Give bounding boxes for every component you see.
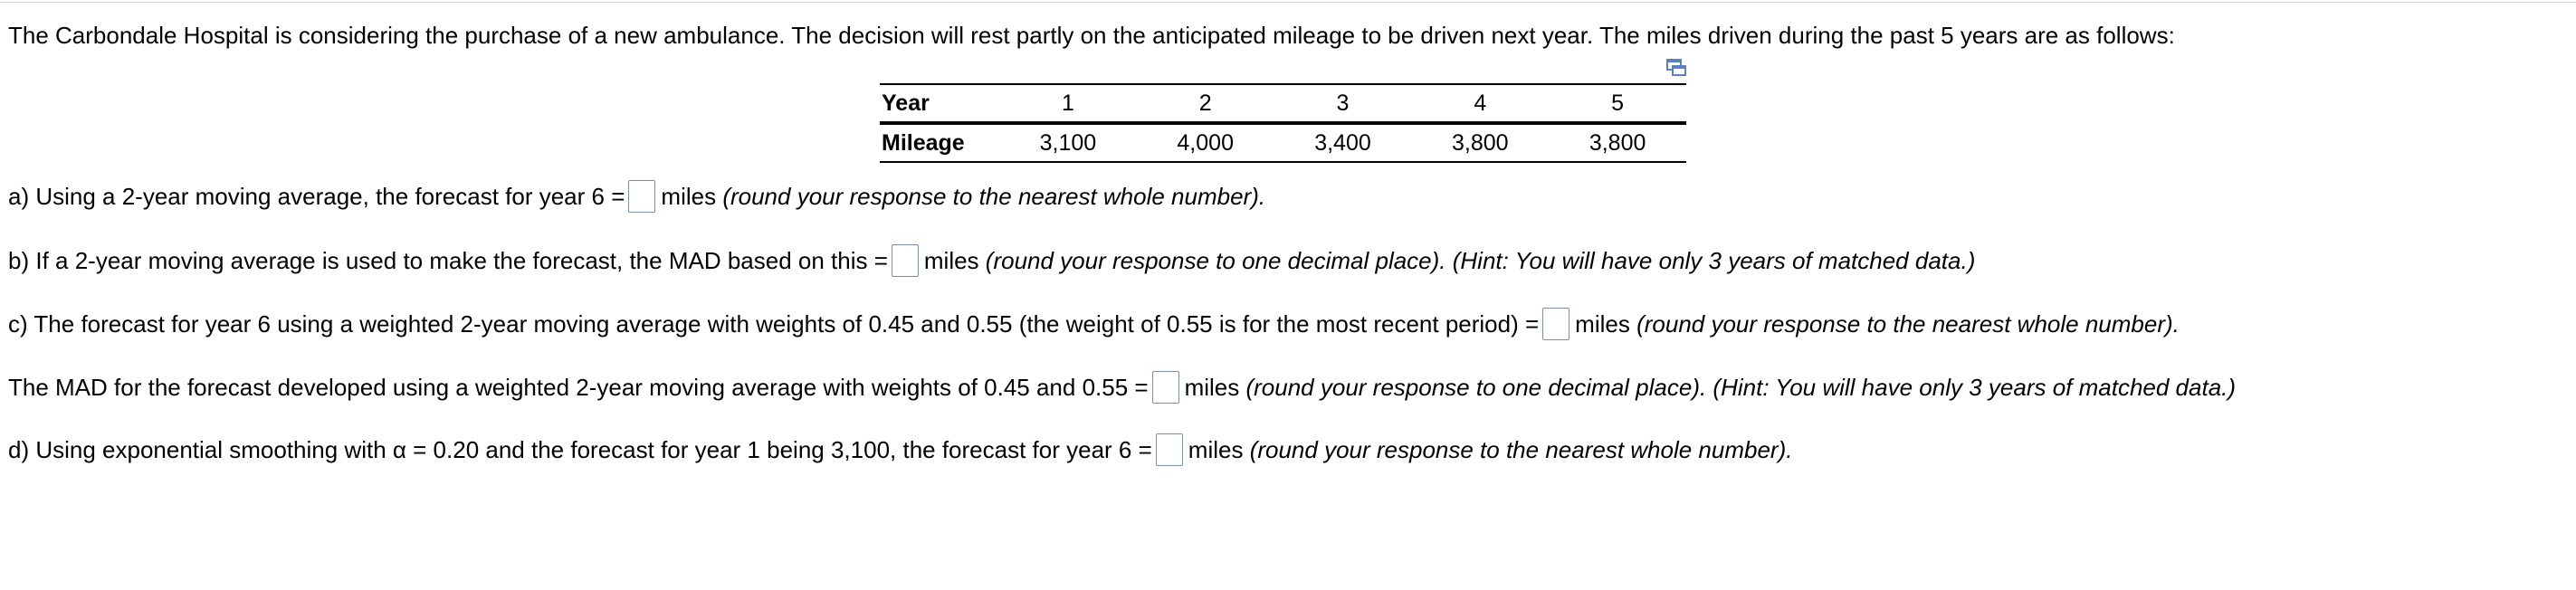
- question-b-hint: (round your response to one decimal place). (Hint: You will have only 3 years of matched data.): [985, 247, 1976, 274]
- mileage-header: Mileage: [880, 123, 999, 162]
- question-a-text: a) Using a 2-year moving average, the forecast for year 6 =: [8, 183, 625, 210]
- question-b-text: b) If a 2-year moving average is used to make the forecast, the MAD based on this =: [8, 247, 888, 274]
- question-c-mad-hint: (round your response to one decimal place). (Hint: You will have only 3 years of matched data.): [1245, 374, 2237, 401]
- answer-b-input[interactable]: [892, 244, 919, 277]
- year-cell: 3: [1274, 84, 1412, 123]
- question-c-mad-text: The MAD for the forecast developed using a weighted 2-year moving average with weights of 0.45 and 0.55 =: [8, 374, 1149, 401]
- copy-icon[interactable]: [1665, 58, 1687, 78]
- question-c-hint: (round your response to the nearest whole number).: [1636, 310, 2180, 338]
- question-d-hint: (round your response to the nearest whole number).: [1249, 436, 1793, 463]
- answer-a-input[interactable]: [628, 180, 655, 213]
- question-d-unit: miles: [1188, 436, 1244, 463]
- table-row-year: [880, 84, 1686, 123]
- question-c-mad: [8, 372, 2236, 405]
- mileage-cell: 3,400: [1274, 123, 1412, 162]
- question-a: [8, 181, 1265, 214]
- mileage-cell: 3,800: [1549, 123, 1686, 162]
- question-d-text: d) Using exponential smoothing with α = 0.20 and the forecast for year 1 being 3,100, the forecast for year 6 =: [8, 436, 1152, 463]
- mileage-cell: 4,000: [1137, 123, 1274, 162]
- question-c-mad-unit: miles: [1184, 374, 1240, 401]
- year-cell: 4: [1411, 84, 1549, 123]
- question-b-unit: miles: [923, 247, 979, 274]
- top-divider: [0, 2, 2576, 3]
- question-c-text: c) The forecast for year 6 using a weighted 2-year moving average with weights of 0.45 and 0.55 (the weight of 0.55 is for the most recent period) =: [8, 310, 1540, 338]
- question-c-unit: miles: [1575, 310, 1630, 338]
- year-cell: 5: [1549, 84, 1686, 123]
- year-cell: 1: [999, 84, 1137, 123]
- problem-intro: The Carbondale Hospital is considering the purchase of a new ambulance. The decision will rest partly on the anticipated mileage to be driven next year. The miles driven during the past 5 years are as follows:: [8, 22, 2175, 49]
- question-d: [8, 434, 1792, 468]
- question-a-unit: miles: [661, 183, 717, 210]
- answer-d-input[interactable]: [1156, 433, 1183, 466]
- mileage-cell: 3,800: [1411, 123, 1549, 162]
- mileage-table: [880, 83, 1686, 163]
- question-b: [8, 245, 1975, 279]
- table-row-mileage: [880, 123, 1686, 162]
- answer-c-mad-input[interactable]: [1152, 371, 1179, 404]
- answer-c-input[interactable]: [1542, 308, 1569, 340]
- year-header: Year: [880, 84, 999, 123]
- question-a-hint: (round your response to the nearest whole number).: [722, 183, 1266, 210]
- year-cell: 2: [1137, 84, 1274, 123]
- question-c: [8, 309, 2180, 342]
- mileage-cell: 3,100: [999, 123, 1137, 162]
